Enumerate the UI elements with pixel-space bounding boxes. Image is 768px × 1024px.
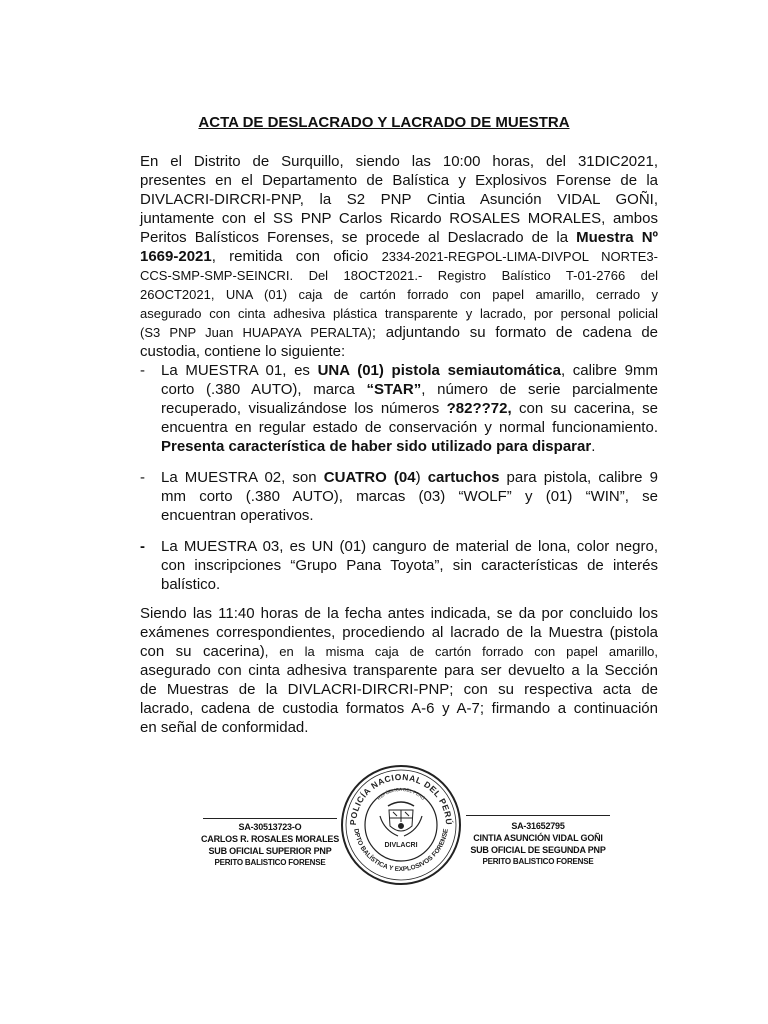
- seal-outer-bottom-text: DPTO BALÍSTICA Y EXPLOSIVOS FORENSE: [352, 828, 450, 874]
- svg-text:REPÚBLICA DEL PERÚ: [376, 787, 426, 801]
- closing-line: con su cacerina), en la misma caja de cartón forrado con papel amarillo,: [140, 643, 658, 660]
- item-line: encuentra en regular estado de conservación y normal funcionamiento.: [161, 419, 658, 436]
- intro-paragraph: [140, 152, 658, 361]
- signature-role: PERITO BALISTICO FORENSE: [482, 857, 594, 866]
- coat-of-arms-icon: [380, 802, 422, 836]
- intro-line: juntamente con el SS PNP Carlos Ricardo ROSALES MORALES, ambos: [140, 210, 658, 227]
- intro-line: asegurado con cinta adhesiva plástica transparente y lacrado, por personal policial: [140, 306, 658, 321]
- intro-line: CCS-SMP-SMP-SEINCRI. Del 18OCT2021.- Registro Balístico T-01-2766 del: [140, 268, 658, 283]
- intro-line: (S3 PNP Juan HUAPAYA PERALTA); adjuntando su formato de cadena de: [140, 324, 658, 341]
- signature-block-left: [193, 821, 347, 869]
- closing-line: asegurado con cinta adhesiva transparente para ser devuelto a la Sección: [140, 662, 658, 679]
- signature-name: CARLOS R. ROSALES MORALES: [200, 834, 339, 844]
- intro-line: presentes en el Departamento de Balística y Explosivos Forense de la: [140, 172, 658, 189]
- seal-center-text: DIVLACRI: [384, 842, 418, 849]
- signature-rank: SUB OFICIAL SUPERIOR PNP: [208, 846, 332, 856]
- signature-name: CINTIA ASUNCIÓN VIDAL GOÑI: [473, 833, 603, 843]
- list-dash: -: [140, 469, 145, 486]
- list-dash: -: [140, 362, 145, 379]
- intro-line: Peritos Balísticos Forenses, se procede al Deslacrado de la Muestra Nº: [140, 229, 659, 246]
- item-line: corto (.380 AUTO), marca “STAR”, número de serie parcialmente: [161, 381, 658, 398]
- document-title: ACTA DE DESLACRADO Y LACRADO DE MUESTRA: [198, 114, 570, 131]
- intro-line: DIVLACRI-DIRCRI-PNP, la S2 PNP Cintia Asunción VIDAL GOÑI,: [140, 191, 658, 208]
- signature-code: SA-30513723-O: [238, 822, 302, 832]
- closing-line: lacrado, cadena de custodia formatos A-6 y A-7; firmando a continuación: [140, 700, 658, 717]
- closing-line: de Muestras de la DIVLACRI-DIRCRI-PNP; con su respectiva acta de: [140, 681, 658, 698]
- police-seal: [340, 764, 462, 886]
- item-line: La MUESTRA 02, son CUATRO (04) cartuchos para pistola, calibre 9: [161, 469, 658, 486]
- item-line: La MUESTRA 03, es UN (01) canguro de material de lona, color negro,: [161, 538, 658, 555]
- item-line: balístico.: [161, 576, 221, 593]
- signature-rank: SUB OFICIAL DE SEGUNDA PNP: [470, 845, 606, 855]
- sample-number: 1669-2021: [140, 248, 212, 265]
- signature-line-right: [466, 815, 610, 816]
- signature-block-right: [461, 820, 615, 868]
- intro-line: 26OCT2021, UNA (01) caja de cartón forrado con papel amarillo, cerrado y: [140, 287, 658, 302]
- closing-line: Siendo las 11:40 horas de la fecha antes indicada, se da por concluido los: [140, 605, 658, 622]
- intro-line: En el Distrito de Surquillo, siendo las 10:00 horas, del 31DIC2021,: [140, 153, 658, 170]
- item-line: encuentran operativos.: [161, 507, 314, 524]
- seal-inner-top-text: REPÚBLICA DEL PERÚ: [376, 786, 426, 801]
- intro-line: custodia, contiene lo siguiente:: [140, 343, 346, 360]
- item-line: recuperado, visualizándose los números ?82??72, con su cacerina, se: [161, 400, 658, 417]
- seal-outer-top-text: POLICÍA NACIONAL DEL PERÚ: [347, 771, 455, 826]
- signature-line-left: [203, 818, 337, 819]
- item-line: Presenta característica de haber sido utilizado para disparar.: [161, 438, 596, 455]
- list-dash: -: [140, 538, 145, 555]
- sample-number-label: Muestra Nº: [576, 229, 659, 246]
- signature-role: PERITO BALISTICO FORENSE: [214, 858, 326, 867]
- closing-line: exámenes correspondientes, procediendo al lacrado de la Muestra (pistola: [140, 624, 658, 641]
- closing-paragraph: [140, 604, 658, 737]
- item-line: La MUESTRA 01, es UNA (01) pistola semiautomática, calibre 9mm: [161, 362, 658, 379]
- intro-line: 1669-2021, remitida con oficio 2334-2021-REGPOL-LIMA-DIVPOL NORTE3-: [140, 248, 658, 265]
- item-line: con inscripciones “Grupo Pana Toyota”, sin características de interés: [161, 557, 658, 574]
- closing-line: en señal de conformidad.: [140, 719, 309, 736]
- item-line: mm corto (.380 AUTO), marcas (03) “WOLF” y (01) “WIN”, se: [161, 488, 658, 505]
- signature-code: SA-31652795: [511, 821, 565, 831]
